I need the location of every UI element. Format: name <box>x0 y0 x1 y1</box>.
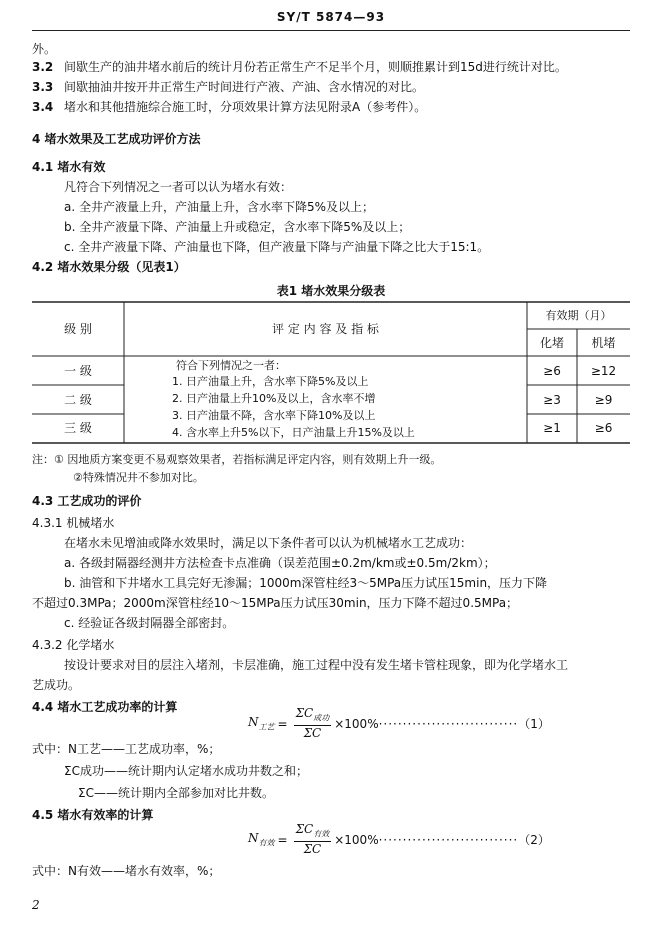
formula-lhs: $N_{有效}$ <box>248 831 275 848</box>
clause-text: 堵水和其他措施综合施工时，分项效果计算方法见附录A（参考件）。 <box>64 100 427 114</box>
criteria-item: 4. 含水率上升5%以下，日产油量上升15%及以上 <box>172 426 415 439</box>
formula-tail: ×100% <box>334 716 379 731</box>
section-4-1-heading: 4.1 堵水有效 <box>32 160 106 174</box>
formula-1-def-3: ΣC——统计期内全部参加对比井数。 <box>78 786 274 800</box>
formula-2 <box>248 822 550 857</box>
section-4-5-heading: 4.5 堵水有效率的计算 <box>32 808 154 822</box>
section-4-3-1-heading: 4.3.1 机械堵水 <box>32 516 115 530</box>
continuation-text: 外。 <box>32 42 57 56</box>
table-head-grade: 级 别 <box>64 322 92 336</box>
section-4-4-heading: 4.4 堵水工艺成功率的计算 <box>32 700 178 714</box>
grade-1-mech: ≥12 <box>590 364 617 378</box>
table-caption: 表1 堵水效果分级表 <box>276 284 386 298</box>
item-c: c. 经验证各级封隔器全部密封。 <box>64 616 235 630</box>
section-4-3-2-text: 按设计要求对目的层注入堵剂，卡层准确，施工过程中没有发生堵卡管柱现象，即为化学堵水工 <box>64 658 569 672</box>
item-b-cont: 不超过0.3MPa；2000m深管柱经10～15MPa压力试压30min，压力下降不超过0.5MPa； <box>32 596 519 610</box>
criteria-item: 3. 日产油量不降，含水率下降10%及以上 <box>172 409 376 422</box>
grade-1: 一 级 <box>64 364 92 378</box>
formula-1 <box>248 706 550 741</box>
clause-number: 3.2 <box>32 60 54 74</box>
section-4-3-heading: 4.3 工艺成功的评价 <box>32 494 142 508</box>
equals-sign: = <box>277 832 288 847</box>
leader-dots: ····························· <box>378 832 519 847</box>
fraction: $\frac{\Sigma C_{有效}}{\Sigma C}$ <box>295 822 330 857</box>
equation-number: （2） <box>518 833 550 848</box>
grade-2: 二 级 <box>64 393 92 407</box>
formula-tail: ×100% <box>334 832 379 847</box>
grade-1-chem: ≥6 <box>543 364 561 378</box>
formula-2-def-1: 式中：N有效——堵水有效率，%； <box>32 864 221 878</box>
page-number: 2 <box>32 898 40 912</box>
equals-sign: = <box>277 716 288 731</box>
section-4-heading: 4 堵水效果及工艺成功评价方法 <box>32 132 201 146</box>
table-note-2: ②特殊情况井不参加对比。 <box>73 471 204 484</box>
section-4-1-intro: 凡符合下列情况之一者可以认为堵水有效： <box>64 180 293 194</box>
section-4-3-2-heading: 4.3.2 化学堵水 <box>32 638 115 652</box>
grade-2-mech: ≥9 <box>594 393 613 407</box>
clause-text: 间歇抽油井按开井正常生产时间进行产液、产油、含水情况的对比。 <box>64 80 425 94</box>
formula-lhs: $N_{工艺}$ <box>248 715 275 732</box>
item-a: a. 全井产液量上升，产油量上升，含水率下降5%及以上； <box>64 200 375 214</box>
table-head-content: 评 定 内 容 及 指 标 <box>272 322 379 336</box>
section-4-3-2-text-cont: 艺成功。 <box>32 678 81 692</box>
clause-text: 间歇生产的油井堵水前后的统计月份若正常生产不足半个月，则顺推累计到15d进行统计对比。 <box>64 60 567 74</box>
grade-2-chem: ≥3 <box>543 393 561 407</box>
criteria-item: 1. 日产油量上升，含水率下降5%及以上 <box>172 375 369 388</box>
criteria-item: 2. 日产油量上升10%及以上，含水率不增 <box>172 392 376 405</box>
item-a: a. 各级封隔器经测井方法检查卡点准确（误差范围±0.2m/km或±0.5m/2km）； <box>64 556 496 570</box>
item-b: b. 油管和下井堵水工具完好无渗漏；1000m深管柱经3～5MPa压力试压15min，压力下降 <box>64 576 548 590</box>
grade-3-chem: ≥1 <box>543 421 561 435</box>
item-c: c. 全井产液量下降、产油量也下降，但产液量下降与产油量下降之比大于15:1。 <box>64 240 490 254</box>
clause-number: 3.3 <box>32 80 54 94</box>
section-4-2-heading: 4.2 堵水效果分级（见表1） <box>32 260 186 274</box>
grade-3-mech: ≥6 <box>594 421 613 435</box>
criteria-intro: 符合下列情况之一者： <box>176 359 286 372</box>
table-head-validity: 有效期（月） <box>545 309 612 322</box>
formula-1-def-1: 式中：N工艺——工艺成功率，%； <box>32 742 221 756</box>
leader-dots: ····························· <box>378 716 519 731</box>
fraction: $\frac{\Sigma C_{成功}}{\Sigma C}$ <box>295 706 330 741</box>
formula-1-def-2: ΣC成功——统计期内认定堵水成功井数之和； <box>64 764 308 778</box>
clause-number: 3.4 <box>32 100 54 114</box>
table-head-mech: 机堵 <box>591 336 616 350</box>
table-note-1: 注：① 因地质方案变更不易观察效果者，若指标满足评定内容，则有效期上升一级。 <box>32 453 442 466</box>
item-b: b. 全井产液量下降、产油量上升或稳定，含水率下降5%及以上； <box>64 220 411 234</box>
table-head-chem: 化堵 <box>539 336 564 350</box>
grade-3: 三 级 <box>64 421 92 435</box>
page-header: SY/T 5874—93 <box>276 10 386 24</box>
equation-number: （1） <box>518 717 550 732</box>
section-4-3-1-intro: 在堵水未见增油或降水效果时，满足以下条件者可以认为机械堵水工艺成功： <box>64 536 473 550</box>
